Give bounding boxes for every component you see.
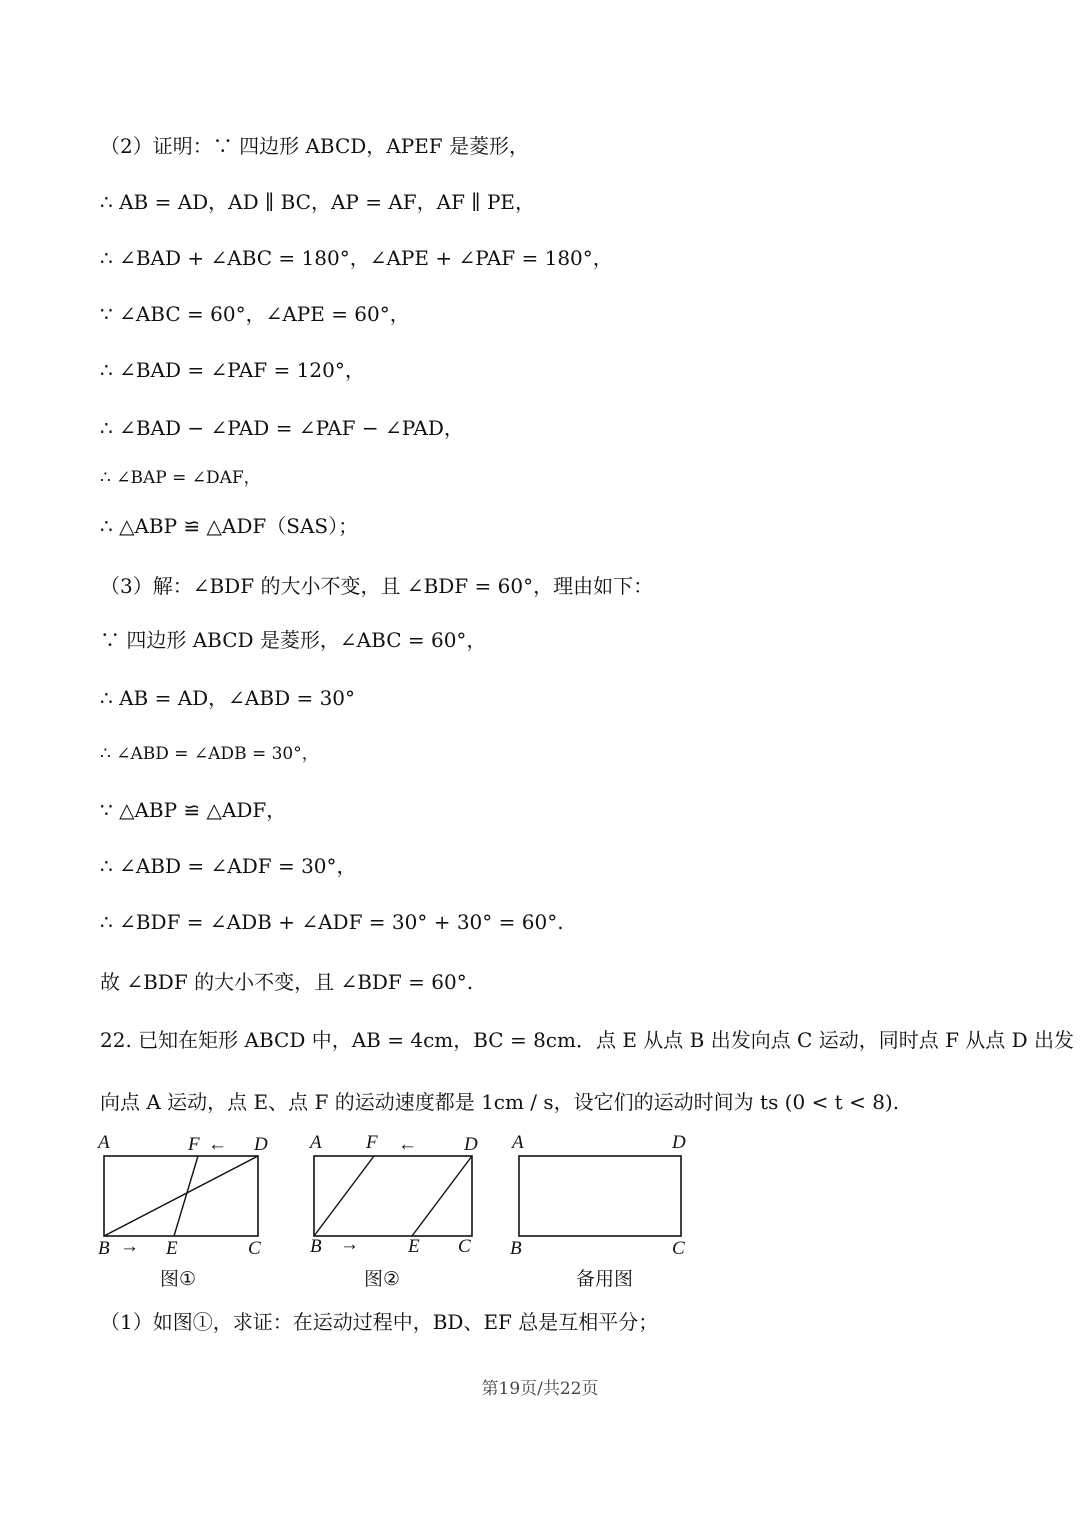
- solution-line-6: ∴ ∠ABD = ∠ADF = 30°，: [100, 854, 357, 878]
- figure-2-label-a: A: [310, 1132, 322, 1153]
- proof-line-8: ∴ △ABP ≌ △ADF（SAS）；: [100, 514, 359, 538]
- solution-line-7: ∴ ∠BDF = ∠ADB + ∠ADF = 30° + 30° = 60°.: [100, 910, 564, 934]
- figure-1: [96, 1128, 276, 1262]
- solution-line-8: 故 ∠BDF 的大小不变，且 ∠BDF = 60°.: [100, 970, 474, 994]
- figure-backup: [510, 1128, 700, 1262]
- proof-line-4: ∵ ∠ABC = 60°，∠APE = 60°，: [100, 302, 410, 326]
- figure-1-caption: 图①: [160, 1268, 197, 1290]
- figure-1-arrow-right: →: [120, 1236, 139, 1257]
- page-footer: 第19页/共22页: [481, 1379, 599, 1399]
- figure-backup-label-c: C: [672, 1238, 685, 1258]
- figure-1-diagonal-bd: [104, 1156, 258, 1236]
- solution-line-4: ∴ ∠ABD = ∠ADB = 30°，: [100, 744, 319, 764]
- figure-1-label-f: F: [188, 1134, 200, 1155]
- figure-2-arrow-right: →: [340, 1234, 359, 1255]
- figure-2: [306, 1128, 486, 1262]
- proof-line-1: （2）证明：∵ 四边形 ABCD，APEF 是菱形，: [100, 134, 530, 158]
- proof-line-3: ∴ ∠BAD + ∠ABC = 180°，∠APE + ∠PAF = 180°，: [100, 246, 613, 270]
- figure-2-label-e: E: [408, 1236, 420, 1257]
- figure-1-label-b: B: [98, 1238, 110, 1258]
- solution-line-5: ∵ △ABP ≌ △ADF，: [100, 798, 287, 822]
- proof-line-7: ∴ ∠BAP = ∠DAF，: [100, 468, 261, 488]
- problem-22-line-2: 向点 A 运动，点 E、点 F 的运动速度都是 1cm / s，设它们的运动时间为 ts (0 < t < 8).: [100, 1090, 900, 1114]
- figure-1-arrow-left: ←: [208, 1134, 227, 1155]
- question-1: （1）如图①，求证：在运动过程中，BD、EF 总是互相平分；: [100, 1310, 659, 1334]
- figure-2-label-f: F: [366, 1132, 378, 1153]
- figure-2-label-d: D: [464, 1134, 478, 1155]
- figure-backup-label-a: A: [512, 1132, 524, 1153]
- figure-2-segment-ed: [412, 1156, 472, 1236]
- solution-line-1: （3）解：∠BDF 的大小不变，且 ∠BDF = 60°，理由如下：: [100, 574, 654, 598]
- figure-1-label-d: D: [254, 1134, 268, 1155]
- figure-1-label-c: C: [248, 1238, 261, 1258]
- figure-backup-label-d: D: [672, 1132, 686, 1153]
- figure-backup-rectangle: [519, 1156, 681, 1236]
- figure-2-arrow-left: ←: [398, 1134, 417, 1155]
- figure-2-rectangle: [314, 1156, 472, 1236]
- figure-2-caption: 图②: [364, 1268, 401, 1290]
- proof-line-2: ∴ AB = AD，AD ∥ BC，AP = AF，AF ∥ PE，: [100, 190, 535, 214]
- figure-2-segment-bf: [314, 1156, 374, 1236]
- figure-2-label-b: B: [310, 1236, 322, 1257]
- proof-line-6: ∴ ∠BAD − ∠PAD = ∠PAF − ∠PAD，: [100, 416, 464, 440]
- solution-line-2: ∵ 四边形 ABCD 是菱形，∠ABC = 60°，: [100, 628, 487, 652]
- figure-backup-label-b: B: [510, 1238, 522, 1258]
- problem-22-line-1: 22. 已知在矩形 ABCD 中，AB = 4cm，BC = 8cm．点 E 从点 B 出发向点 C 运动，同时点 F 从点 D 出发: [100, 1028, 1075, 1052]
- figure-1-segment-ef: [174, 1156, 198, 1236]
- figure-1-label-a: A: [98, 1132, 110, 1153]
- proof-line-5: ∴ ∠BAD = ∠PAF = 120°，: [100, 358, 365, 382]
- solution-line-3: ∴ AB = AD，∠ABD = 30°: [100, 686, 356, 710]
- figure-1-label-e: E: [166, 1238, 178, 1258]
- figure-2-label-c: C: [458, 1236, 471, 1257]
- figure-backup-caption: 备用图: [576, 1268, 634, 1290]
